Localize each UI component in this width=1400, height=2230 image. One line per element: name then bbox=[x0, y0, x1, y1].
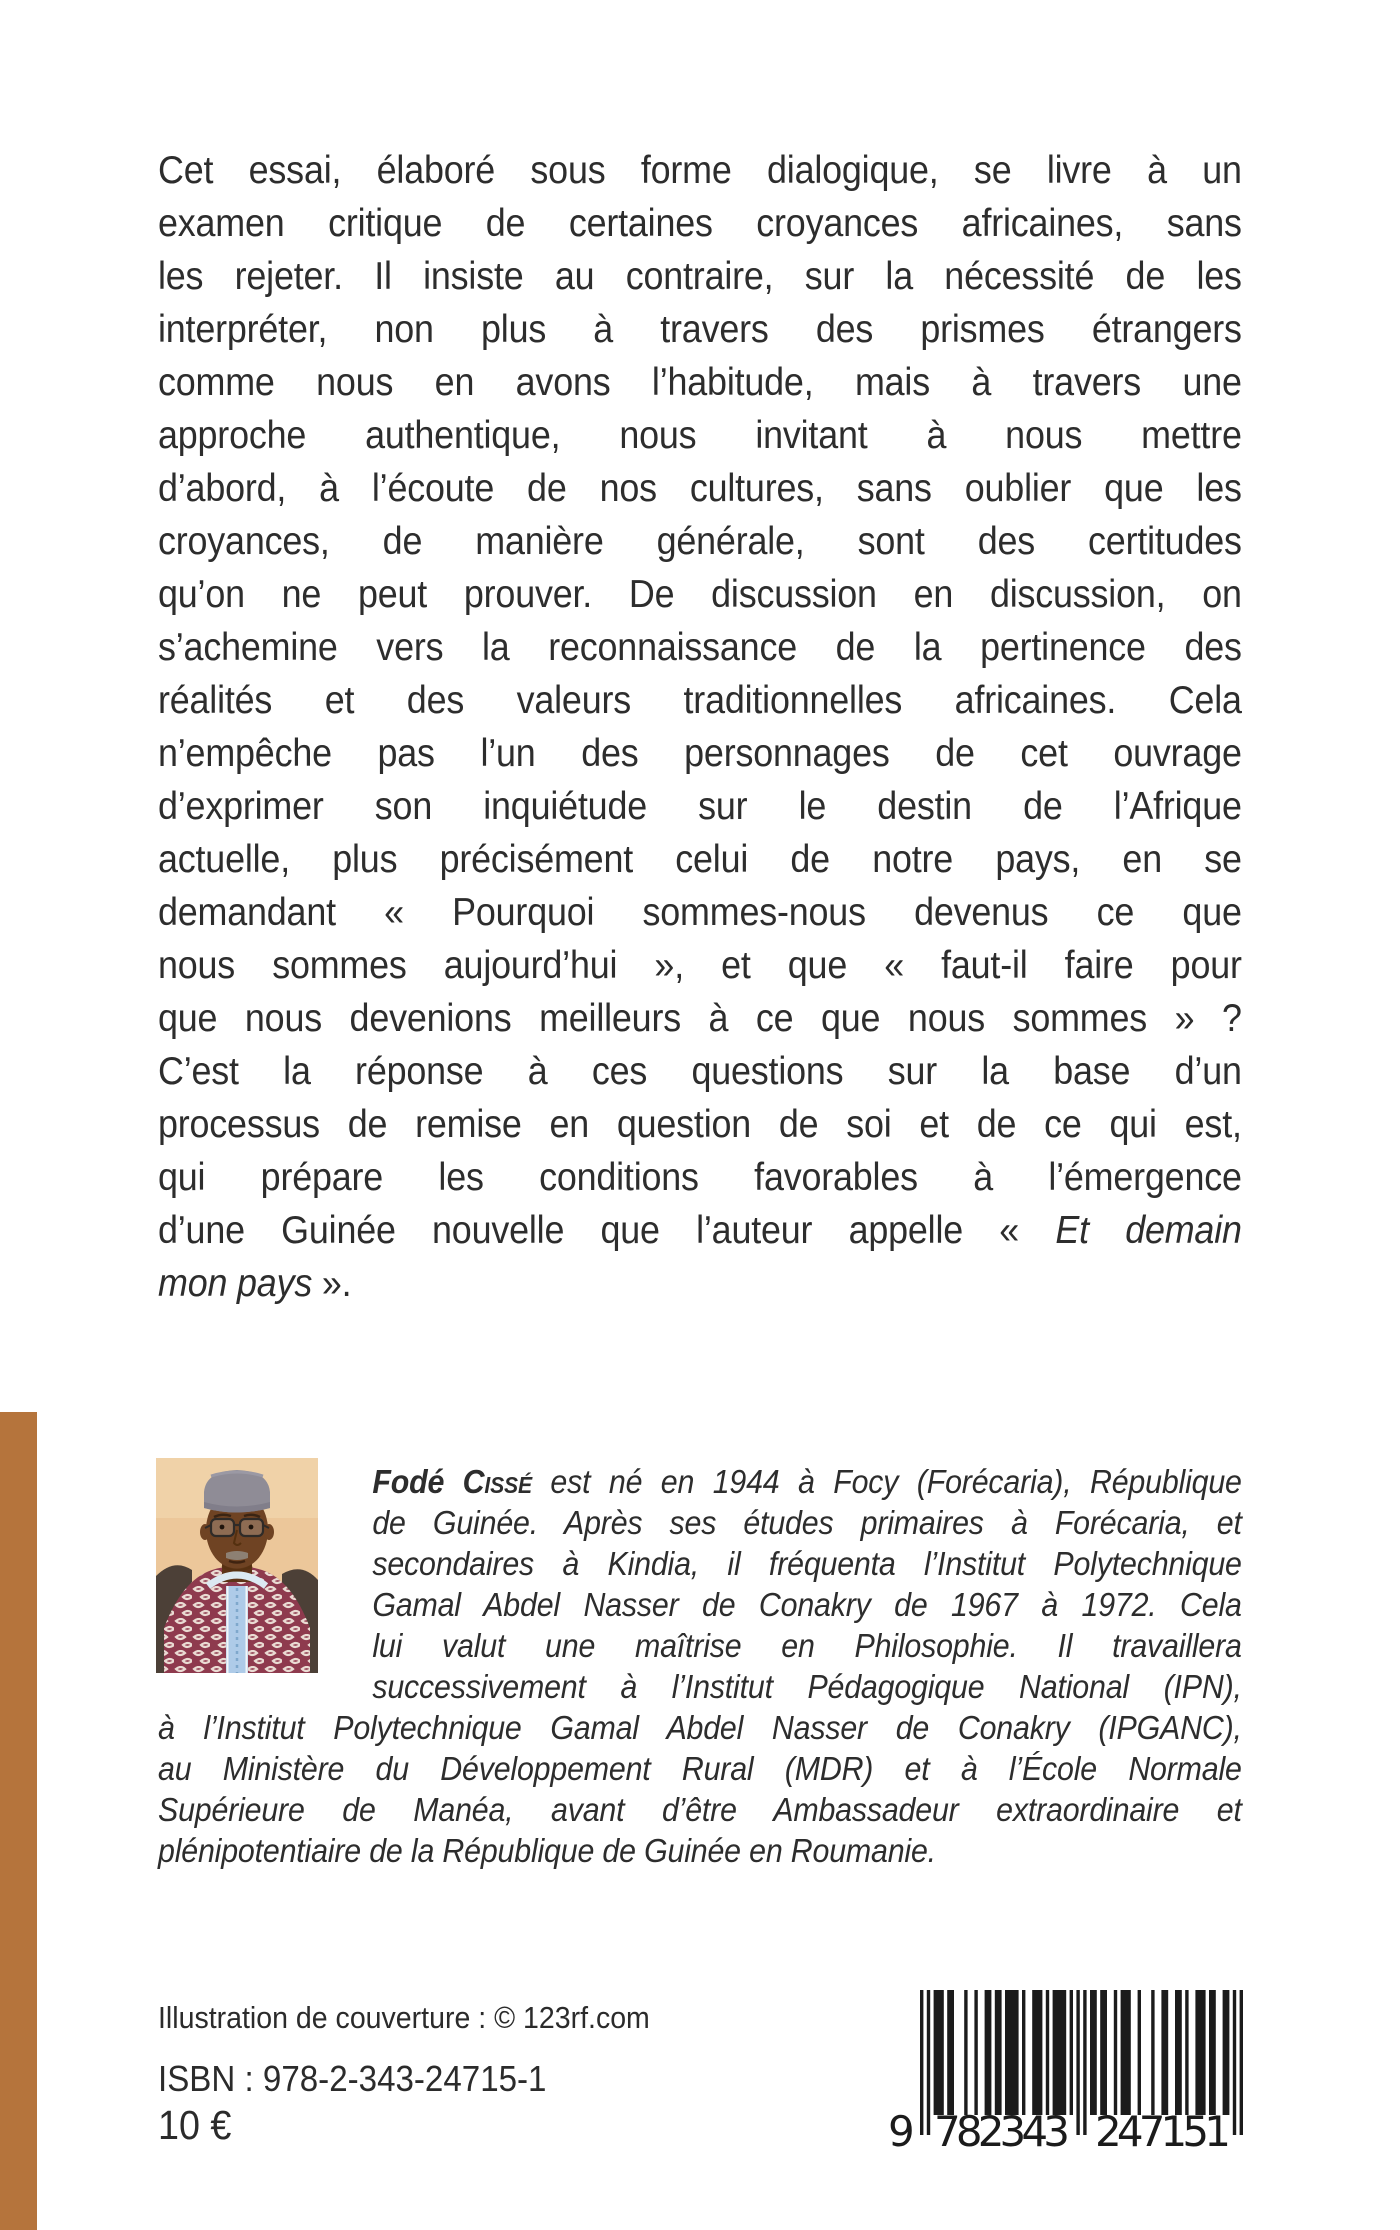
barcode-digit-9: 9 bbox=[888, 2107, 915, 2156]
text-segment: réalités et des valeurs traditionnelles africaines. Cela bbox=[158, 679, 1242, 722]
text-line bbox=[372, 1584, 1241, 1625]
bio-lines-beside-photo bbox=[158, 1461, 1242, 1707]
text-segment: n’empêche pas l’un des personnages de cet ouvrage bbox=[158, 732, 1242, 775]
text-segment: lui valut une maîtrise en Philosophie. Il travaillera bbox=[372, 1627, 1242, 1664]
barcode-digits-right: 247151 bbox=[1095, 2107, 1231, 2156]
text-line bbox=[158, 568, 1242, 621]
synopsis-paragraph bbox=[158, 144, 1242, 1310]
bio-lines-full-width bbox=[158, 1707, 1242, 1871]
text-segment: d’une Guinée nouvelle que l’auteur appelle « bbox=[158, 1209, 1056, 1252]
text-segment: successivement à l’Institut Pédagogique National (IPN), bbox=[372, 1668, 1242, 1705]
text-line bbox=[158, 780, 1242, 833]
text-line bbox=[158, 1204, 1242, 1257]
author-bio bbox=[158, 1461, 1242, 1871]
text-line bbox=[158, 250, 1242, 303]
text-line bbox=[158, 621, 1242, 674]
text-segment: s’achemine vers la reconnaissance de la pertinence des bbox=[158, 626, 1242, 669]
text-segment: interpréter, non plus à travers des prismes étrangers bbox=[158, 308, 1242, 351]
text-segment: processus de remise en question de soi et de ce qui est, bbox=[158, 1103, 1242, 1146]
barcode-digits-left: 782343 bbox=[934, 2107, 1070, 2156]
text-segment: que nous devenions meilleurs à ce que nous sommes » ? bbox=[158, 997, 1242, 1040]
text-line bbox=[372, 1666, 1241, 1707]
text-line bbox=[158, 515, 1242, 568]
text-segment: nous sommes aujourd’hui », et que « faut-il faire pour bbox=[158, 944, 1242, 987]
text-segment: les rejeter. Il insiste au contraire, sur la nécessité de les bbox=[158, 255, 1242, 298]
text-line bbox=[158, 197, 1242, 250]
text-line bbox=[158, 1707, 1242, 1748]
text-line bbox=[158, 886, 1242, 939]
text-segment: ». bbox=[312, 1262, 352, 1305]
text-line bbox=[158, 1098, 1242, 1151]
text-segment: plénipotentiaire de la République de Guinée en Roumanie. bbox=[158, 1832, 936, 1869]
price-text: 10 € bbox=[158, 2102, 232, 2148]
text-segment: actuelle, plus précisément celui de notre pays, en se bbox=[158, 838, 1242, 881]
text-line bbox=[158, 356, 1242, 409]
text-segment: approche authentique, nous invitant à nous mettre bbox=[158, 414, 1242, 457]
text-segment: est né en 1944 à Focy (Forécaria), République bbox=[531, 1463, 1242, 1500]
text-line bbox=[158, 1257, 1242, 1310]
text-line bbox=[158, 1748, 1242, 1789]
ean13-barcode bbox=[884, 1988, 1264, 2163]
left-accent-stripe bbox=[0, 1412, 37, 2230]
text-segment: Cet essai, élaboré sous forme dialogique, se livre à un bbox=[158, 149, 1242, 192]
text-line bbox=[372, 1461, 1241, 1502]
text-segment: qu’on ne peut prouver. De discussion en discussion, on bbox=[158, 573, 1242, 616]
text-segment: Supérieure de Manéa, avant d’être Ambassadeur extraordinaire et bbox=[158, 1791, 1242, 1828]
text-line bbox=[158, 409, 1242, 462]
text-line bbox=[158, 144, 1242, 197]
text-line bbox=[372, 1625, 1241, 1666]
text-segment: C’est la réponse à ces questions sur la base d’un bbox=[158, 1050, 1242, 1093]
text-line bbox=[158, 1045, 1242, 1098]
text-segment: qui prépare les conditions favorables à l’émergence bbox=[158, 1156, 1242, 1199]
text-line bbox=[158, 939, 1242, 992]
text-line bbox=[158, 1789, 1242, 1830]
text-line bbox=[158, 992, 1242, 1045]
text-line bbox=[372, 1543, 1241, 1584]
text-segment: Gamal Abdel Nasser de Conakry de 1967 à 1972. Cela bbox=[372, 1586, 1242, 1623]
text-line bbox=[158, 1830, 1242, 1871]
text-line bbox=[158, 1151, 1242, 1204]
text-line bbox=[158, 727, 1242, 780]
text-segment: à l’Institut Polytechnique Gamal Abdel Nasser de Conakry (IPGANC), bbox=[158, 1709, 1242, 1746]
text-line bbox=[158, 674, 1242, 727]
text-segment: mon pays bbox=[158, 1262, 313, 1305]
text-segment: comme nous en avons l’habitude, mais à travers une bbox=[158, 361, 1242, 404]
text-line bbox=[158, 833, 1242, 886]
text-line bbox=[372, 1502, 1241, 1543]
text-segment: demandant « Pourquoi sommes-nous devenus ce que bbox=[158, 891, 1242, 934]
text-segment: croyances, de manière générale, sont des certitudes bbox=[158, 520, 1242, 563]
text-line bbox=[158, 303, 1242, 356]
text-segment: Fodé C bbox=[372, 1463, 485, 1500]
text-segment: issé bbox=[484, 1463, 532, 1500]
text-segment: de Guinée. Après ses études primaires à Forécaria, et bbox=[372, 1504, 1242, 1541]
text-segment: secondaires à Kindia, il fréquenta l’Institut Polytechnique bbox=[372, 1545, 1242, 1582]
text-segment: au Ministère du Développement Rural (MDR) et à l’École Normale bbox=[158, 1750, 1242, 1787]
text-line bbox=[158, 462, 1242, 515]
text-segment: Et demain bbox=[1055, 1209, 1242, 1252]
text-segment: d’exprimer son inquiétude sur le destin de l’Afrique bbox=[158, 785, 1242, 828]
text-segment: examen critique de certaines croyances africaines, sans bbox=[158, 202, 1242, 245]
isbn-text: ISBN : 978-2-343-24715-1 bbox=[158, 2058, 547, 2099]
cover-illustration-credit: Illustration de couverture : © 123rf.com bbox=[158, 2000, 650, 2035]
text-segment: d’abord, à l’écoute de nos cultures, sans oublier que les bbox=[158, 467, 1242, 510]
